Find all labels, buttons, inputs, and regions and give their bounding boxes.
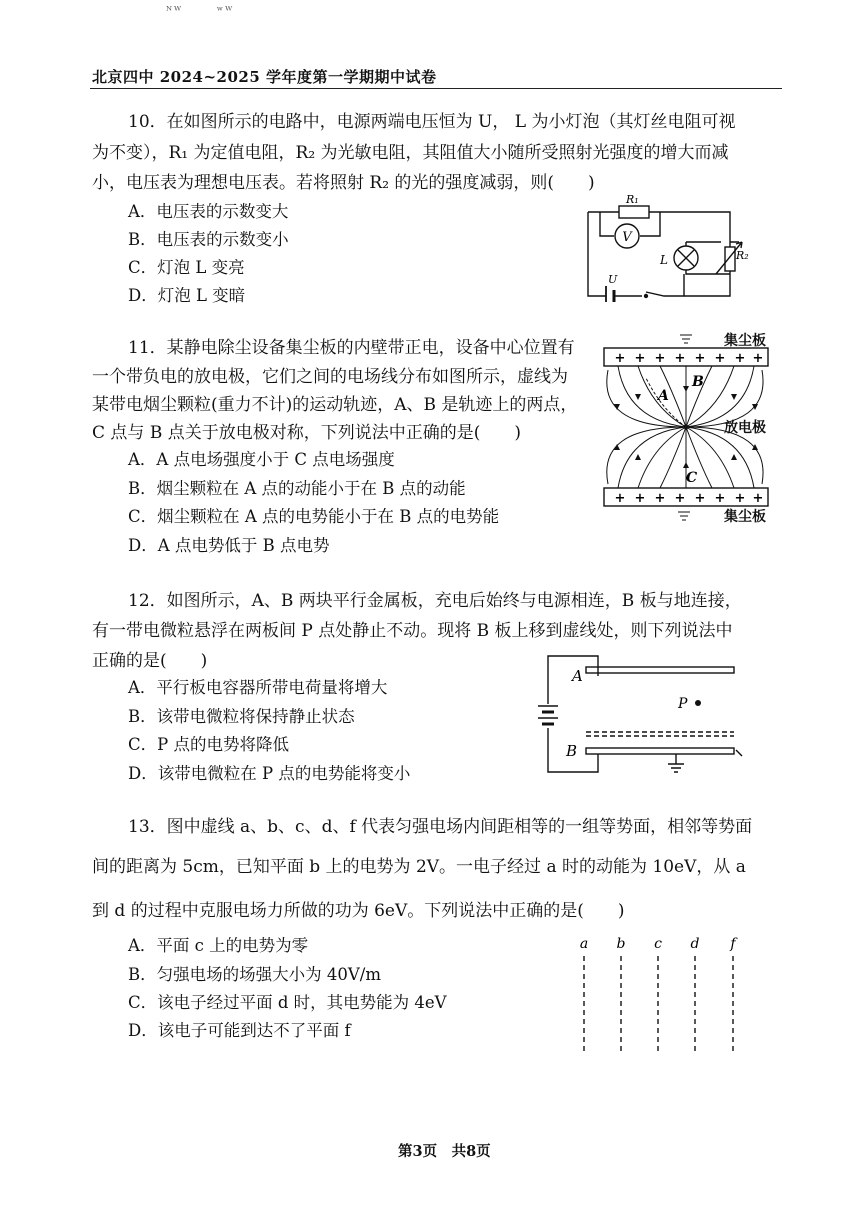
svg-text:d: d — [690, 936, 700, 952]
svg-text:c: c — [654, 936, 662, 952]
svg-text:+: + — [714, 491, 726, 506]
electrode-label: 放电极 — [724, 420, 766, 436]
svg-text:L: L — [660, 253, 668, 267]
q11-line-1: 11．某静电除尘设备集尘板的内壁带正电，设备中心位置有 — [128, 338, 575, 358]
q12-option-d[interactable]: D．该带电微粒在 P 点的电势能将变小 — [128, 764, 411, 783]
svg-text:U: U — [608, 273, 618, 286]
scratch-mark-2: ʷᵂ — [216, 4, 235, 17]
svg-text:+: + — [614, 351, 626, 366]
q12-option-b[interactable]: B．该带电微粒将保持静止状态 — [128, 707, 355, 726]
q11-option-b[interactable]: B．烟尘颗粒在 A 点的动能小于在 B 点的动能 — [128, 479, 466, 498]
svg-text:+: + — [634, 351, 646, 366]
svg-text:R₁: R₁ — [626, 193, 639, 206]
point-p — [695, 700, 701, 706]
q10-line-1: 10．在如图所示的电路中，电源两端电压恒为 U， L 为小灯泡（其灯丝电阻可视 — [128, 112, 736, 132]
page-header: 北京四中 2024~2025 学年度第一学期期中试卷 — [92, 68, 437, 86]
svg-text:+: + — [714, 351, 726, 366]
q12-line-2: 有一带电微粒悬浮在两板间 P 点处静止不动。现将 B 板上移到虚线处，则下列说法中 — [92, 621, 733, 641]
q10-line-2: 为不变），R₁ 为定值电阻，R₂ 为光敏电阻，其阻值大小随所受照射光强度的增大而减 — [92, 143, 729, 163]
q10-option-c[interactable]: C．灯泡 L 变亮 — [128, 258, 245, 277]
q10-line-3: 小，电压表为理想电压表。若将照射 R₂ 的光的强度减弱，则( ) — [92, 173, 595, 193]
q11-option-d[interactable]: D．A 点电势低于 B 点电势 — [128, 536, 330, 555]
plate-a — [586, 667, 734, 673]
resistor-r1-icon — [619, 206, 649, 218]
svg-text:+: + — [674, 351, 686, 366]
q13-line-3: 到 d 的过程中克服电场力所做的功为 6eV。下列说法中正确的是( ) — [92, 901, 625, 921]
q13-option-c[interactable]: C．该电子经过平面 d 时，其电势能为 4eV — [128, 993, 447, 1012]
q11-line-2: 一个带负电的放电极，它们之间的电场线分布如图所示，虚线为 — [92, 367, 568, 387]
q11-option-a[interactable]: A．A 点电场强度小于 C 点电场强度 — [128, 450, 395, 469]
svg-text:+: + — [654, 351, 666, 366]
svg-text:+: + — [734, 491, 746, 506]
q12-line-1: 12．如图所示，A、B 两块平行金属板，充电后始终与电源相连，B 板与地连接， — [128, 591, 742, 611]
svg-text:+: + — [674, 491, 686, 506]
q11-line-3: 某带电烟尘颗粒(重力不计)的运动轨迹，A、B 是轨迹上的两点， — [92, 395, 578, 415]
svg-text:C: C — [686, 470, 698, 486]
svg-text:b: b — [616, 936, 626, 952]
q13-line-1: 13．图中虚线 a、b、c、d、f 代表匀强电场内间距相等的一组等势面，相邻等势面 — [128, 817, 753, 837]
q12-capacitor-diagram — [536, 650, 746, 778]
page-footer: 第3页 共8页 — [398, 1143, 491, 1160]
q10-option-b[interactable]: B．电压表的示数变小 — [128, 230, 289, 249]
svg-text:B: B — [692, 374, 704, 390]
svg-text:+: + — [752, 351, 764, 366]
photoresistor-r2-icon — [725, 247, 735, 271]
bottom-plate-label: 集尘板 — [724, 509, 766, 525]
svg-text:A: A — [572, 667, 583, 685]
q13-equipotential-diagram — [566, 932, 752, 1056]
q11-option-c[interactable]: C．烟尘颗粒在 A 点的电势能小于在 B 点的电势能 — [128, 507, 500, 526]
svg-text:+: + — [694, 491, 706, 506]
q13-option-a[interactable]: A．平面 c 上的电势为零 — [128, 936, 309, 955]
svg-text:V: V — [622, 230, 632, 245]
svg-text:+: + — [694, 351, 706, 366]
q13-option-d[interactable]: D．该电子可能到达不了平面 f — [128, 1021, 351, 1040]
top-plate-label: 集尘板 — [724, 333, 766, 349]
q12-option-a[interactable]: A．平行板电容器所带电荷量将增大 — [128, 678, 388, 697]
q13-option-b[interactable]: B．匀强电场的场强大小为 40V/m — [128, 965, 381, 984]
svg-text:a: a — [579, 936, 589, 952]
scratch-marks — [166, 4, 234, 17]
svg-text:R₂: R₂ — [736, 249, 749, 262]
svg-text:A: A — [658, 388, 669, 404]
svg-text:+: + — [734, 351, 746, 366]
svg-text:+: + — [614, 491, 626, 506]
q10-option-d[interactable]: D．灯泡 L 变暗 — [128, 286, 246, 305]
q11-line-4: C 点与 B 点关于放电极对称，下列说法中正确的是( ) — [92, 423, 521, 443]
q10-circuit-diagram — [584, 190, 764, 302]
scratch-mark-1: ᴺᵂ — [166, 4, 184, 17]
q12-option-c[interactable]: C．P 点的电势将降低 — [128, 735, 289, 754]
q10-option-a[interactable]: A．电压表的示数变大 — [128, 202, 289, 221]
svg-text:+: + — [634, 491, 646, 506]
svg-text:f: f — [730, 936, 736, 952]
svg-text:+: + — [654, 491, 666, 506]
svg-text:+: + — [752, 491, 764, 506]
q12-line-3: 正确的是( ) — [92, 651, 208, 671]
q13-line-2: 间的距离为 5cm，已知平面 b 上的电势为 2V。一电子经过 a 时的动能为 10eV，从 a — [92, 857, 746, 877]
svg-text:P: P — [678, 696, 688, 712]
svg-text:B: B — [566, 742, 578, 760]
plate-b — [586, 748, 734, 754]
header-divider — [90, 88, 782, 89]
